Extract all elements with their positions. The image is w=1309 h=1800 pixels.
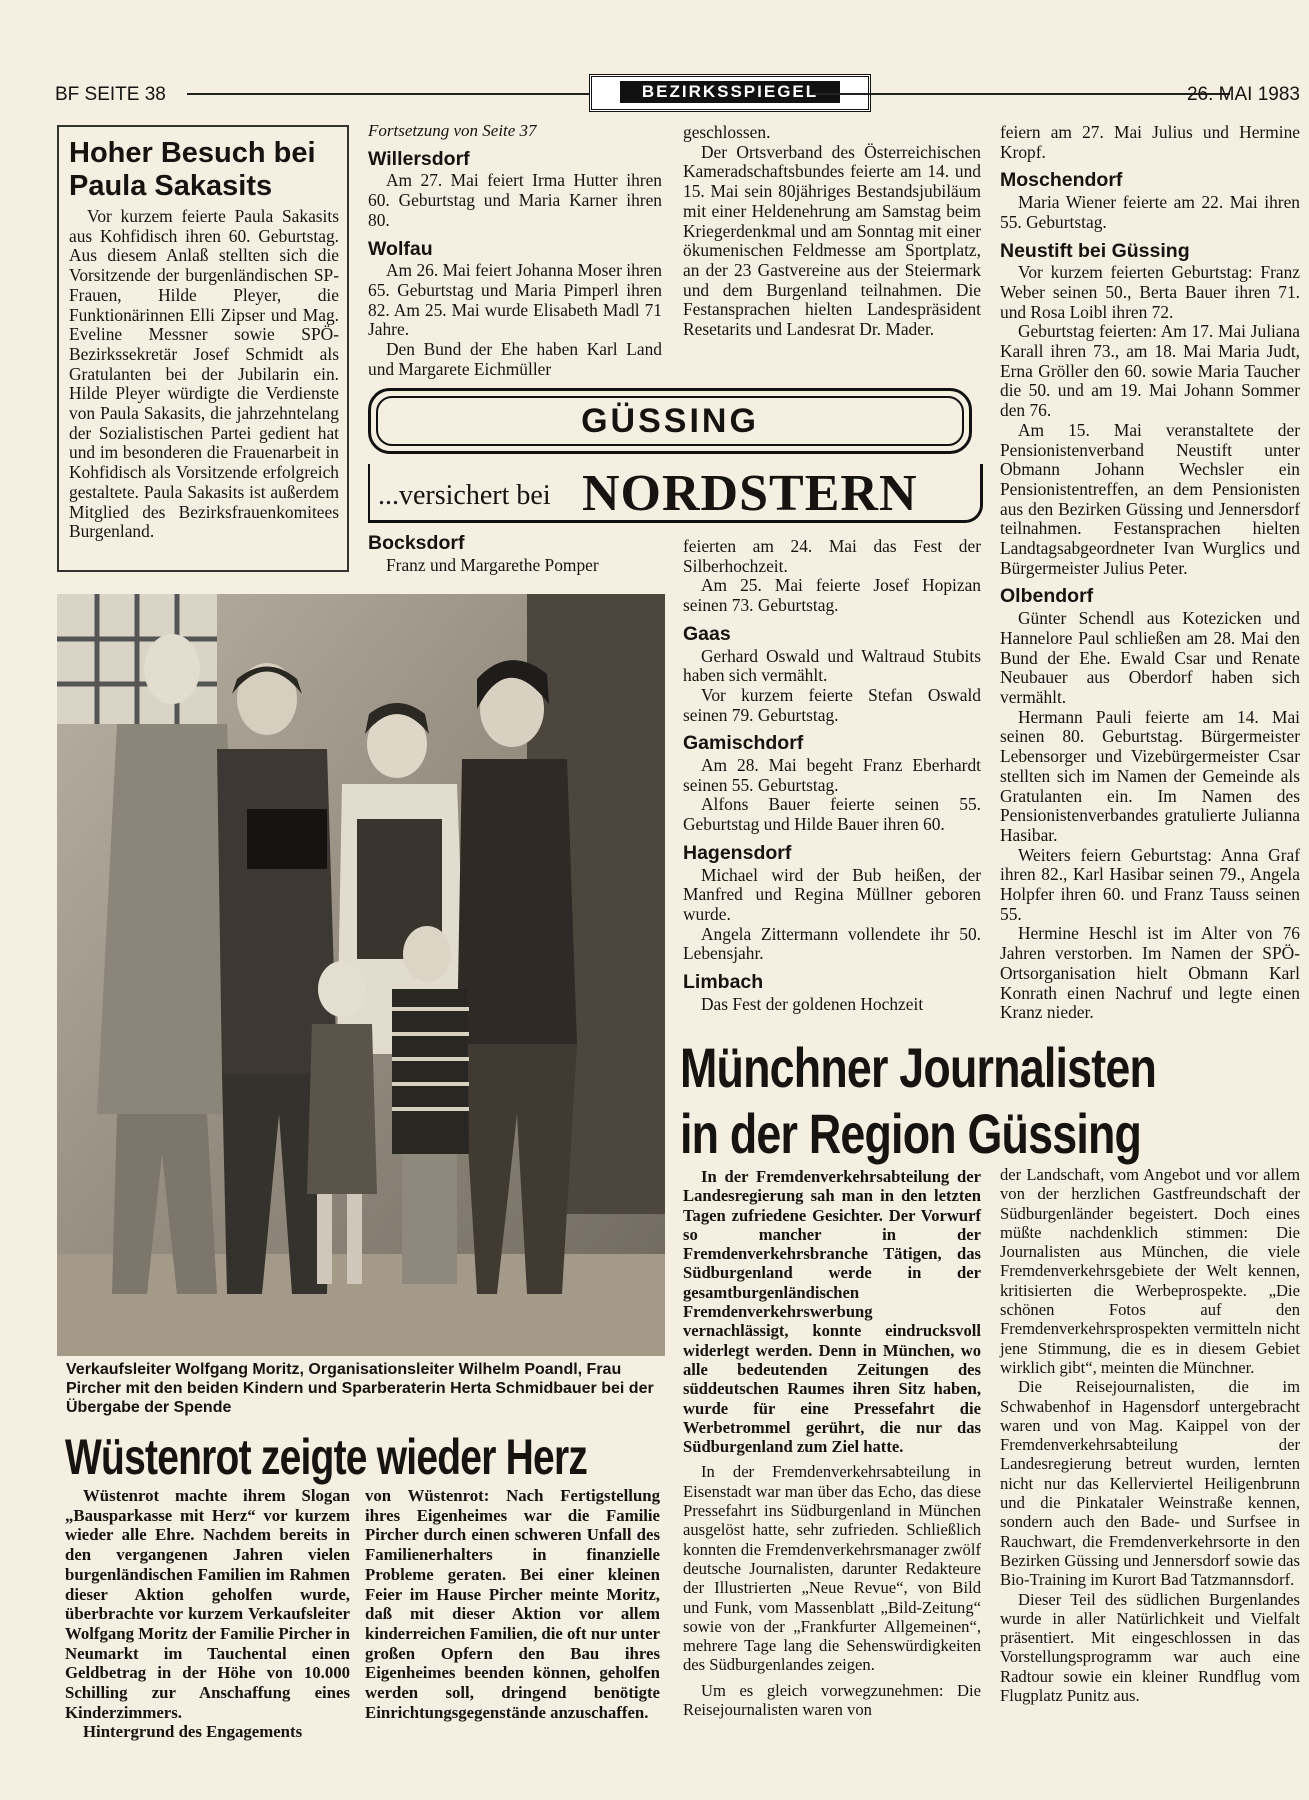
photo-illustration <box>57 594 665 1356</box>
column-3-mid: feierten am 24. Mai das Fest der Silberhochzeit. Am 25. Mai feierte Josef Hopizan seinen 73. Geburtstag. Gaas Gerhard Oswald und Waltraud Stubits haben sich vermählt. Vor kurzem feierte Stefan Oswald seinen 79. Geburtstag. Gamischdorf Am 28. Mai begeht Franz Eberhardt seinen 55. Geburtstag. Alfons Bauer feierte seinen 55. Geburtstag und Hilde Bauer ihren 60. Hagensdorf Michael wird der Bub heißen, der Manfred und Regina Müllner geboren wurde. Angela Zittermann vollendete ihr 50. Lebensjahr. Limbach Das Fest der goldenen Hochzeit <box>683 536 981 1014</box>
subhead-gamischdorf: Gamischdorf <box>683 732 804 755</box>
munich-headline: Münchner Journalisten in der Region Güssing <box>680 1036 1157 1165</box>
subhead-neustift: Neustift bei Güssing <box>1000 239 1190 262</box>
wolfau-text: Am 26. Mai feiert Johanna Moser ihren 65. Geburtstag und Maria Pimperl ihren 82. Am 25. Mai wurde Elisabeth Madl 71 Jahre. <box>368 260 662 340</box>
issue-date: 26. MAI 1983 <box>1186 84 1300 105</box>
subhead-wolfau: Wolfau <box>368 237 433 260</box>
ad-town-frame <box>368 388 972 454</box>
ad-town-name: GÜSSING <box>376 396 964 446</box>
subhead-bocksdorf: Bocksdorf <box>368 532 465 554</box>
boxed-article-body: Vor kurzem feierte Paula Sakasits aus Kohfidisch ihren 60. Geburtstag. Aus diesem Anlaß stellten sich die Vorsitzende der burgenländischen SP-Frauen, Hilde Pleyer, die Funktionärinnen Elli Zipser und Mag. Eveline Messner sowie SPÖ-Bezirkssekretär Josef Schmidt als Gratulanten bei der Jubilarin ein. Hilde Pleyer würdigte die Verdienste von Paula Sakasits, die jahrzehntelang der Sozialistischen Partei gedient hat und im besonderen die Frauenarbeit in Kohfidisch als Vorsitzende erfolgreich gestaltete. Paula Sakasits ist außerdem Mitglied des Bezirksfrauenkomitees Burgenland. <box>69 206 339 542</box>
continuation-note: Fortsetzung von Seite 37 <box>368 121 537 140</box>
header-rule-right <box>812 93 1230 95</box>
willersdorf-text: Am 27. Mai feiert Irma Hutter ihren 60. Geburtstag und Maria Karner ihren 80. <box>368 170 662 230</box>
section-label: BEZIRKSSPIEGEL <box>620 81 840 103</box>
nordstern-advertisement <box>368 388 980 528</box>
wuestenrot-col-2: von Wüstenrot: Nach Fertigstellung ihres Eigenheimes war die Familie Pircher durch einen schweren Unfall des Familienerhalters in finanzielle Probleme geraten. Bei einer kleinen Feier im Hause Pircher meinte Moritz, daß mit dieser Aktion vor allem kinderreichen Familien, die oft nur unter großen Opfern den Bau ihres Eigenheimes beenden können, geholfen werden soll, dringend benötigte Einrichtungsgegenstände anzuschaffen. <box>365 1486 660 1722</box>
subhead-willersdorf: Willersdorf <box>368 147 470 170</box>
page-header <box>55 80 1300 108</box>
column-4: feiern am 27. Mai Julius und Hermine Kropf. Moschendorf Maria Wiener feierte am 22. Mai ihren 55. Geburtstag. Neustift bei Güssing Vor kurzem feierten Geburtstag: Franz Weber seinen 50., Berta Bauer ihren 71. und Rosa Loibl ihren 72. Geburtstag feierten: Am 17. Mai Juliana Karall ihren 73., am 18. Mai Maria Judt, Erna Gröller den 60. sowie Maria Taucher die 50. und am 19. Mai Johann Sommer den 76. Am 15. Mai veranstaltete der Pensionistenverband Neustift unter Obmann Johann Wechsler ein Pensionistentreffen, an dem Pensionisten aus den Bezirken Güssing und Jennersdorf teilnahmen. Festansprachen hielten Landtagsabgeordneter Ivan Wurglics und Bürgermeister Julius Peter. Olbendorf Günter Schendl aus Kotezicken und Hannelore Paul schließen am 28. Mai den Bund der Ehe. Ewald Csar und Renate Neubauer aus Oberdorf haben sich vermählt. Hermann Pauli feierte am 14. Mai seinen 80. Geburtstag. Bürgermeister Lebensorger und Vizebürgermeister Csar stellten sich im Namen der Gemeinde als Gratulanten ein. Im Namen des Pensionistenverbandes gratulierte Julianna Hasibar. Weiters feiern Geburtstag: Anna Graf ihren 82., Karl Hasibar seinen 79., Angela Holpfer ihren 60. und Franz Tauss seinen 55. Hermine Heschl ist im Alter von 76 Jahren verstorben. Im Namen der SPÖ-Ortsorganisation hielt Obmann Karl Konrath einen Nachruf und legte einen Kranz nieder. <box>1000 122 1300 1023</box>
munich-col-1: In der Fremdenverkehrsabteilung der Landesregierung sah man in den letzten Tagen zufriedene Gesichter. Der Vorwurf so mancher in der Fremdenverkehrsbranche Tätigen, das Südburgenland werde in der gesamtburgenländischen Fremdenverkehrswerbung vernachlässigt, konnte eindrucksvoll widerlegt werden. Denn in München, wo alle bedeutenden Zeitungen des süddeutschen Raumes ihren Sitz haben, wurde für eine Pressefahrt die Werbetrommel gerührt, die nur das Südburgenland zum Ziel hatte. In der Fremdenverkehrsabteilung in Eisenstadt war man über das Echo, das diese Pressefahrt ins Südburgenland in München ausgelöst hatte, sehr zufrieden. Schließlich konnten die Fremdenverkehrsmanager zwölf deutsche Journalisten, darunter Redakteure der Illustrierten „Neue Revue“, von Bild und Funk, vom Massenblatt „Bild-Zeitung“ sowie von der „Frankfurter Allgemeinen“, mehrere Tage lang die Sehenswürdigkeiten des Südburgenlandes zeigen. Um es gleich vorwegzunehmen: Die Reisejournalisten waren von <box>683 1167 981 1720</box>
munich-lead: In der Fremdenverkehrsabteilung der Landesregierung sah man in den letzten Tagen zufriedene Gesichter. Der Vorwurf so mancher in der Fremdenverkehrsbranche Tätigen, das Südburgenland werde in der gesamtburgenländischen Fremdenverkehrswerbung vernachlässigt, konnte eindrucksvoll widerlegt werden. Denn in München, wo alle bedeutenden Zeitungen des süddeutschen Raumes ihren Sitz haben, wurde für eine Pressefahrt die Werbetrommel gerührt, die nur das Südburgenland zum Ziel hatte. <box>683 1167 981 1457</box>
column-2-top <box>368 121 662 379</box>
subhead-olbendorf: Olbendorf <box>1000 585 1094 608</box>
munich-col-2: der Landschaft, vom Angebot und vor allem von der herzlichen Gastfreundschaft der Südburgenländer begeistert. Doch eines müßte nachdenklich stimmen: Die Journalisten aus München, die viele Fremdenverkehrsgebiete der Welt kennen, kritisierten die Werbeprospekte. „Die schönen Fotos auf den Fremdenverkehrsprospekten vermitteln nicht jene Stimmung, die es in diesem Gebiet wirklich gibt“, meinten die Münchner. Die Reisejournalisten, die im Schwabenhof in Hagensdorf untergebracht waren und von Mag. Kaippel von der Fremdenverkehrsabteilung der Landesregierung betreut wurden, lernten nicht nur das Kellerviertel Heiligenbrunn und die Pinkataler Weinstraße kennen, sondern auch den Bade- und Surfsee in Rauchwart, die Fremdenverkehrsorte in den Bezirken Güssing und Jennersdorf sowie das Bio-Training im Kurort Bad Tatzmannsdorf. Dieser Teil des südlichen Burgenlandes wurde in aller Natürlichkeit und Vielfalt präsentiert. Mit eingeschlossen in das Vorstellungsprogramm war auch eine Radtour sowie ein kleiner Rundflug vom Flugplatz Punitz aus. <box>1000 1165 1300 1706</box>
photo-caption: Verkaufsleiter Wolfgang Moritz, Organisationsleiter Wilhelm Poandl, Frau Pircher mit den beiden Kindern und Sparberaterin Herta Schmidbauer bei der Übergabe der Spende <box>66 1361 654 1416</box>
ad-brand-logo: NORDSTERN <box>582 465 918 522</box>
news-photo <box>57 594 665 1356</box>
subhead-gaas: Gaas <box>683 622 731 645</box>
ad-slogan-frame <box>368 464 983 523</box>
boxed-article-title: Hoher Besuch bei Paula Sakasits <box>69 137 316 202</box>
wuestenrot-col-1: Wüstenrot machte ihrem Slogan „Bausparkasse mit Herz“ vor kurzem wieder alle Ehre. Nachdem bereits in den vergangenen Jahren vielen burgenländischen Familien im Rahmen dieser Aktion geholfen wurde, überbrachte vor kurzem Verkaufsleiter Wolfgang Moritz der Familie Pircher in Neumarkt im Tauchental einen Geldbetrag in der Höhe von 10.000 Schilling zur Anschaffung eines Kinderzimmers. Hintergrund des Engagements <box>65 1486 350 1742</box>
ad-slogan: ...versichert bei <box>378 480 551 511</box>
subhead-limbach: Limbach <box>683 971 764 994</box>
subhead-hagensdorf: Hagensdorf <box>683 841 792 864</box>
kameradschaftsbund-text: Der Ortsverband des Österreichischen Kameradschaftsbundes feierte am 14. und 15. Mai sein 80jähriges Bestandsjubiläum mit einer Heldenehrung am Samstag beim Kriegerdenkmal und am Sonntag mit einer ökumenischen Feldmesse am Sportplatz, an der 23 Gastvereine aus der Steiermark und dem Burgenland teilnahmen. Die Festansprachen hielten Landespräsident Resetarits und Landesrat Dr. Mader. <box>683 141 981 340</box>
boxed-article <box>57 125 349 572</box>
column-3-top: geschlossen. Der Ortsverband des Österreichischen Kameradschaftsbundes feierte am 14. und 15. Mai sein 80jähriges Bestandsjubiläum mit einer Heldenehrung am Samstag beim Kriegerdenkmal und am Sonntag mit einer ökumenischen Feldmesse am Sportplatz, an der 23 Gastvereine aus der Steiermark und dem Burgenland teilnahmen. Die Festansprachen hielten Landespräsident Resetarits und Landesrat Dr. Mader. <box>683 122 981 340</box>
wolfau-text-2: Den Bund der Ehe haben Karl Land und Margarete Eichmüller <box>368 339 662 379</box>
column-2-mid: Bocksdorf Franz und Margarethe Pomper <box>368 530 662 575</box>
wuestenrot-headline: Wüstenrot zeigte wieder Herz <box>65 1429 588 1485</box>
page-number: BF SEITE 38 <box>55 84 166 105</box>
header-rule-left <box>187 93 589 95</box>
subhead-moschendorf: Moschendorf <box>1000 169 1123 192</box>
